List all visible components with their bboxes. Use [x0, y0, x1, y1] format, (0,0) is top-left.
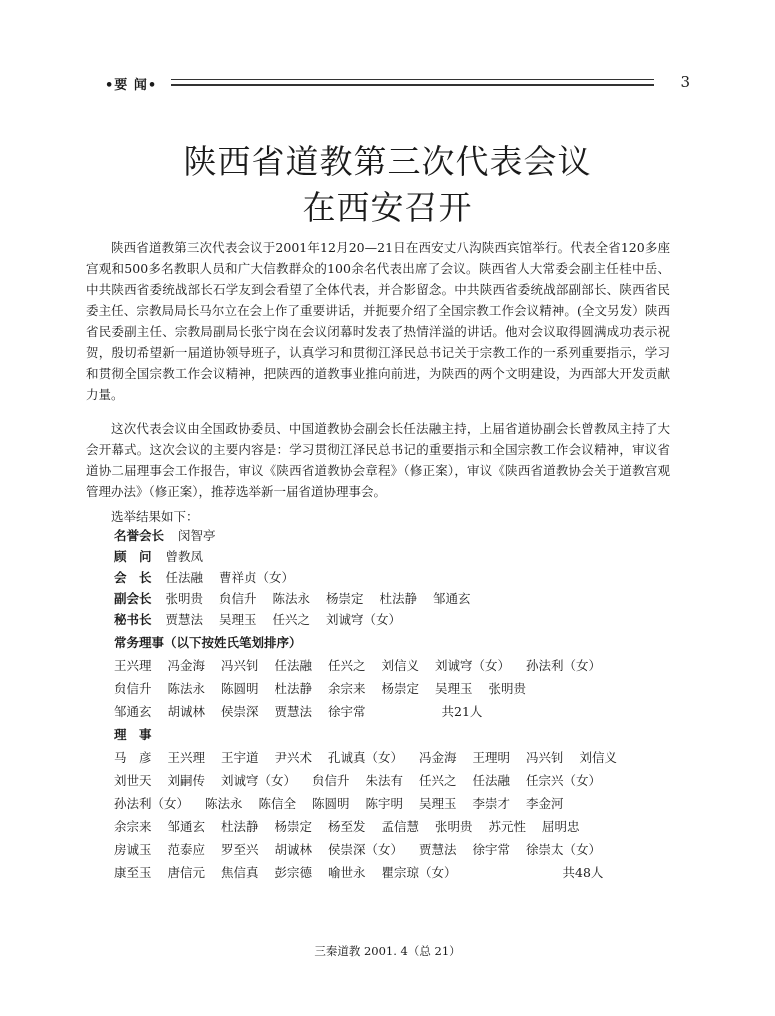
member-name: 任宗兴（女）	[526, 773, 602, 788]
standing-council-row	[114, 656, 613, 676]
member-name: 徐崇太（女）	[526, 842, 602, 857]
member-name: 吴理玉	[419, 796, 457, 811]
paragraph-2	[86, 418, 670, 502]
member-name: 任兴之	[272, 612, 311, 627]
member-name: 屈明忠	[542, 819, 580, 834]
member-name: 苏元性	[488, 819, 527, 834]
member-name: 瞿宗琼（女）	[381, 865, 457, 880]
member-name: 贾慧法	[165, 612, 204, 627]
member-name: 朱法有	[365, 773, 404, 788]
member-name: 唐信元	[167, 865, 206, 880]
member-name: 王兴理	[167, 750, 206, 765]
roster-row-vice-presidents	[114, 589, 483, 609]
council-row	[114, 794, 576, 814]
member-name: 胡诚林	[274, 842, 313, 857]
council-row	[114, 840, 613, 860]
member-name: 任法融	[472, 773, 511, 788]
member-name: 任法融	[165, 570, 204, 585]
member-name: 邹通玄	[167, 819, 206, 834]
member-name: 陈圆明	[312, 796, 350, 811]
member-name: 李金河	[526, 796, 564, 811]
page-footer: 三秦道教 2001. 4（总 21）	[314, 944, 461, 958]
member-name: 曹祥贞（女）	[219, 570, 295, 585]
member-total: 共48人	[562, 865, 604, 880]
member-name: 彭宗德	[274, 865, 313, 880]
member-name: 张明贵	[488, 681, 527, 696]
member-name: 冯兴钊	[221, 658, 259, 673]
member-name: 任法融	[274, 658, 313, 673]
member-name: 范泰应	[167, 842, 206, 857]
member-name: 张明贵	[165, 591, 204, 606]
page-header	[105, 72, 690, 96]
member-name: 罗至兴	[221, 842, 259, 857]
council-row	[114, 863, 603, 883]
member-name: 闵智亭	[178, 528, 216, 543]
member-name: 房诚玉	[114, 842, 152, 857]
member-name: 杜法静	[221, 819, 259, 834]
member-name: 刘诚穹（女）	[435, 658, 511, 673]
member-name: 贠信升	[219, 591, 257, 606]
member-name: 陈信全	[258, 796, 297, 811]
member-name: 贠信升	[312, 773, 350, 788]
member-name: 刘诚穹（女）	[326, 612, 402, 627]
member-name: 冯金海	[419, 750, 457, 765]
article-title-line2: 在西安召开	[302, 188, 473, 227]
member-name: 杜法静	[379, 591, 418, 606]
member-name: 王理明	[472, 750, 511, 765]
member-name: 冯金海	[167, 658, 206, 673]
member-name: 徐宇常	[472, 842, 511, 857]
member-name: 李崇才	[472, 796, 511, 811]
paragraph-text: 选举结果如下：	[111, 509, 199, 524]
member-name: 余宗来	[328, 681, 366, 696]
member-name: 杨崇定	[326, 591, 364, 606]
member-name: 刘嗣传	[167, 773, 206, 788]
member-name: 孙法利（女）	[526, 658, 602, 673]
roster-label: 副会长	[114, 591, 152, 606]
member-name: 贾慧法	[274, 704, 313, 719]
roster-row-secretary-general	[114, 610, 413, 630]
member-name: 贠信升	[114, 681, 152, 696]
member-name: 陈圆明	[221, 681, 259, 696]
member-name: 陈法永	[167, 681, 206, 696]
member-name: 刘信义	[579, 750, 618, 765]
roster-label: 理 事	[114, 727, 152, 742]
member-name: 贾慧法	[419, 842, 457, 857]
article-title-line1: 陕西省道教第三次代表会议	[183, 142, 592, 181]
roster-label: 名誉会长	[114, 528, 165, 543]
roster-label: 秘书长	[114, 612, 152, 627]
member-name: 喻世永	[328, 865, 366, 880]
roster-label: 顾 问	[114, 549, 152, 564]
council-row	[114, 771, 613, 791]
header-rule-thick	[171, 84, 654, 86]
member-name: 王兴理	[114, 658, 152, 673]
paragraph-text: 陕西省道教第三次代表会议于2001年12月20—21日在西安丈八沟陕西宾馆举行。代表全省120多座宫观和500多名教职人员和广大信教群众的100余名代表出席了会议。陕西省人大常委会副主任桂中岳、中共陕西省委统战部长石学友到会看望了全体代表，并合影留念。中共陕西省委统战部副部长、陕西省民委主任、宗教局局长马尔立在会上作了重要讲话，并扼要介绍了全国宗教工作会议精神。(全文另发）陕西省民委副主任、宗教局副局长张宁岗在会议闭幕时发表了热情洋溢的讲话。他对会议取得圆满成功表示祝贺，殷切希望新一届道协领导班子，认真学习和贯彻江泽民总书记关于宗教工作的一系列重要指示，学习和贯彻全国宗教工作会议精神，把陕西的道教事业推向前进，为陕西的两个文明建设，为西部大开发贡献力量。	[86, 240, 670, 402]
member-total: 共21人	[441, 704, 483, 719]
member-name: 孙法利（女）	[114, 796, 190, 811]
member-name: 侯崇深（女）	[328, 842, 404, 857]
paragraph-text: 这次代表会议由全国政协委员、中国道教协会副会长任法融主持，上届省道协副会长曾教凤主持了大会开幕式。这次会议的主要内容是：学习贯彻江泽民总书记的重要指示和全国宗教工作会议精神，审议省道协二届理事会工作报告，审议《陕西省道教协会章程》（修正案），审议《陕西省道教协会关于道教宫观管理办法》（修正案），推荐选举新一届省道协理事会。	[86, 421, 670, 499]
member-name: 孔诚真（女）	[328, 750, 404, 765]
standing-council-row	[114, 679, 538, 699]
member-name: 余宗来	[114, 819, 152, 834]
standing-council-row	[114, 702, 482, 722]
member-name: 吴理玉	[219, 612, 257, 627]
roster-heading-standing-council	[114, 633, 312, 653]
roster-row-advisor	[114, 547, 215, 567]
member-name: 侯崇深	[221, 704, 259, 719]
member-name: 徐宇常	[328, 704, 366, 719]
member-name: 任兴之	[328, 658, 366, 673]
roster-row-president	[114, 568, 306, 588]
member-name: 刘诚穹（女）	[221, 773, 297, 788]
member-name: 任兴之	[419, 773, 457, 788]
member-name: 胡诚林	[167, 704, 206, 719]
member-name: 杨至发	[328, 819, 366, 834]
roster-label: 会 长	[114, 570, 152, 585]
member-name: 曾教凤	[165, 549, 204, 564]
member-name: 杨崇定	[274, 819, 313, 834]
member-name: 陈宇明	[365, 796, 404, 811]
member-name: 陈法永	[205, 796, 243, 811]
member-name: 康至玉	[114, 865, 152, 880]
election-intro	[86, 506, 670, 527]
roster-row-honorary	[114, 526, 228, 546]
member-name: 杜法静	[274, 681, 313, 696]
council-row	[114, 748, 629, 768]
member-name: 吴理玉	[435, 681, 473, 696]
council-row	[114, 817, 592, 837]
member-name: 焦信真	[221, 865, 259, 880]
member-name: 刘世天	[114, 773, 152, 788]
member-name: 陈法永	[272, 591, 311, 606]
member-name: 马 彦	[114, 750, 152, 765]
member-name: 冯兴钊	[526, 750, 564, 765]
member-name: 杨崇定	[381, 681, 420, 696]
member-name: 邹通玄	[114, 704, 152, 719]
section-tag: •要 闻•	[105, 78, 158, 93]
member-name: 张明贵	[435, 819, 473, 834]
member-name: 王宇道	[221, 750, 259, 765]
member-name: 邹通玄	[433, 591, 471, 606]
member-name: 孟信慧	[381, 819, 420, 834]
member-name: 尹兴术	[274, 750, 313, 765]
member-name: 刘信义	[381, 658, 420, 673]
roster-heading-council	[114, 725, 162, 745]
roster-label: 常务理事（以下按姓氏笔划排序）	[114, 635, 302, 650]
header-rule-thin	[171, 79, 654, 80]
paragraph-1	[86, 237, 670, 405]
page-number: 3	[680, 73, 690, 91]
